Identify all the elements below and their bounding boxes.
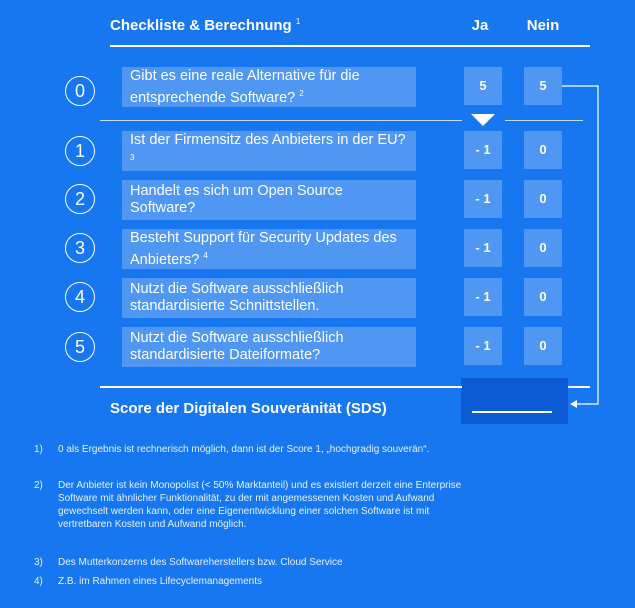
connector-arrow-icon	[560, 80, 604, 412]
page-title: Checkliste & Berechnung $^1$	[110, 17, 301, 34]
column-header-ja: Ja	[471, 17, 489, 34]
row-number-0: 0	[65, 76, 95, 106]
question-2: Handelt es sich um Open Source Software?	[122, 180, 416, 220]
question-0: Gibt es eine reale Alternative für die entsprechende Software? $^2$	[122, 67, 416, 107]
score-input-line	[472, 411, 552, 413]
answer-ja-2: - 1	[464, 180, 502, 218]
answer-ja-1: - 1	[464, 131, 502, 169]
answer-ja-0: 5	[464, 67, 502, 105]
question-4: Nutzt die Software ausschließlich standardisierte Schnittstellen.	[122, 278, 416, 318]
answer-nein-5: 0	[524, 327, 562, 365]
footnote-ref: 1	[295, 17, 301, 26]
footnote-ref: 2	[299, 88, 304, 98]
footnote-3: 3) Des Mutterkonzerns des Softwareherstellers bzw. Cloud Service	[34, 557, 343, 568]
answer-ja-4: - 1	[464, 278, 502, 316]
answer-nein-0: 5	[524, 67, 562, 105]
down-triangle-icon	[470, 114, 496, 128]
row-number-5: 5	[65, 332, 95, 362]
answer-nein-4: 0	[524, 278, 562, 316]
question-3: Besteht Support für Security Updates des Anbieters? $^4$	[122, 229, 416, 269]
row-number-3: 3	[65, 233, 95, 263]
answer-nein-1: 0	[524, 131, 562, 169]
question-5: Nutzt die Software ausschließlich standardisierte Dateiformate?	[122, 327, 416, 367]
column-header-nein: Nein	[526, 17, 560, 34]
score-box	[461, 378, 568, 424]
answer-nein-3: 0	[524, 229, 562, 267]
answer-nein-2: 0	[524, 180, 562, 218]
footnote-1: 1) 0 als Ergebnis ist rechnerisch möglich, dann ist der Score 1, „hochgradig souverän“.	[34, 444, 430, 455]
footnote-4: 4) Z.B. im Rahmen eines Lifecyclemanagements	[34, 576, 262, 587]
footnote-ref: 3	[130, 152, 135, 162]
footnote-2: 2) Der Anbieter ist kein Monopolist (< 50% Marktanteil) und es existiert derzeit eine Enterprise Software mit ähnlicher Funktionalität, zu der mit angemessenen Kosten und Aufwand gewechselt werden kann, oder eine Eigenentwicklung einer solchen Software ist mit vertretbaren Kosten und Aufwand möglich.	[34, 480, 462, 530]
answer-ja-3: - 1	[464, 229, 502, 267]
answer-ja-5: - 1	[464, 327, 502, 365]
section-divider	[100, 120, 462, 121]
header-divider	[110, 45, 590, 47]
row-number-2: 2	[65, 184, 95, 214]
score-divider	[100, 386, 462, 388]
row-number-4: 4	[65, 282, 95, 312]
score-label: Score der Digitalen Souveränität (SDS)	[110, 400, 387, 417]
question-1: Ist der Firmensitz des Anbieters in der EU? $^3$	[122, 131, 416, 171]
row-number-1: 1	[65, 136, 95, 166]
footnote-ref: 4	[203, 250, 208, 260]
